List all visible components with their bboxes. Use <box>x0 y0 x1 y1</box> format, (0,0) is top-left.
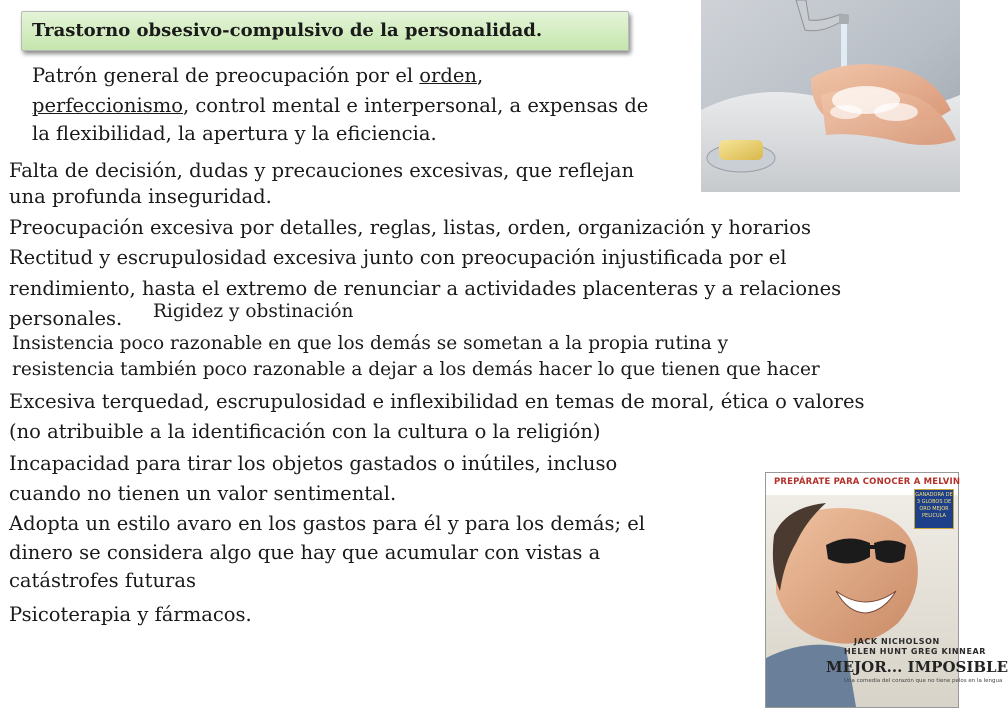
hoarding-line-2: cuando no tienen un valor sentimental. <box>9 482 397 505</box>
insistence-line-2: resistencia también poco razonable a dejar a los demás hacer lo que tienen que hacer <box>12 359 820 380</box>
rectitude-line-1: Rectitud y escrupulosidad excesiva junto con preocupación injustificada por el <box>9 246 787 269</box>
intro-line-3: la flexibilidad, la apertura y la eficiencia. <box>32 122 437 145</box>
poster-cast-line-1: JACK NICHOLSON <box>854 637 940 646</box>
stubbornness-line-2: (no atribuible a la identificación con la cultura o la religión) <box>9 420 601 443</box>
treatment-text: Psicoterapia y fármacos. <box>9 603 252 626</box>
slide-title: Trastorno obsesivo-compulsivo de la personalidad. <box>32 20 543 41</box>
poster-movie-title: MEJOR... IMPOSIBLE <box>826 658 1008 676</box>
intro-line-2 <box>32 92 648 119</box>
hand-washing-photo <box>701 0 960 192</box>
indecision-line-1: Falta de decisión, dudas y precauciones excesivas, que reflejan <box>9 159 634 182</box>
intro-text: , control mental e interpersonal, a expensas de <box>182 94 649 117</box>
title-box <box>21 11 629 51</box>
miserly-line-1: Adopta un estilo avaro en los gastos para él y para los demás; el <box>9 512 646 535</box>
rectitude-line-2: rendimiento, hasta el extremo de renunciar a actividades placenteras y a relaciones <box>9 277 842 300</box>
intro-line-1 <box>32 62 483 89</box>
miserly-line-2: dinero se considera algo que hay que acumular con vistas a <box>9 541 601 564</box>
movie-poster <box>765 472 1008 708</box>
hand-washing-image <box>701 0 960 192</box>
poster-cast-line-2: HELEN HUNT GREG KINNEAR <box>844 647 987 656</box>
insistence-line-1: Insistencia poco razonable en que los demás se sometan a la propia rutina y <box>12 333 729 354</box>
intro-text: Patrón general de preocupación por el <box>32 64 420 87</box>
rectitude-line-3: personales. <box>9 307 123 330</box>
poster-tagline: PREPÁRATE PARA CONOCER A MELVIN <box>774 477 961 487</box>
intro-text: , <box>476 64 484 87</box>
perfeccionismo-link[interactable]: perfeccionismo <box>32 94 183 117</box>
details-text: Preocupación excesiva por detalles, reglas, listas, orden, organización y horarios <box>9 216 811 239</box>
indecision-line-2: una profunda inseguridad. <box>9 185 272 208</box>
hoarding-line-1: Incapacidad para tirar los objetos gastados o inútiles, incluso <box>9 452 618 475</box>
miserly-line-3: catástrofes futuras <box>9 569 197 592</box>
rigidity-text: Rigidez y obstinación <box>153 301 354 322</box>
stubbornness-line-1: Excesiva terquedad, escrupulosidad e inflexibilidad en temas de moral, ética o valores <box>9 390 865 413</box>
poster-subtitle: Una comedia del corazón que no tiene pelos en la lengua <box>844 678 1003 684</box>
award-badge: GANADORA DE 3 GLOBOS DE ORO MEJOR PELICULA <box>914 489 954 529</box>
orden-link[interactable]: orden <box>419 64 477 87</box>
